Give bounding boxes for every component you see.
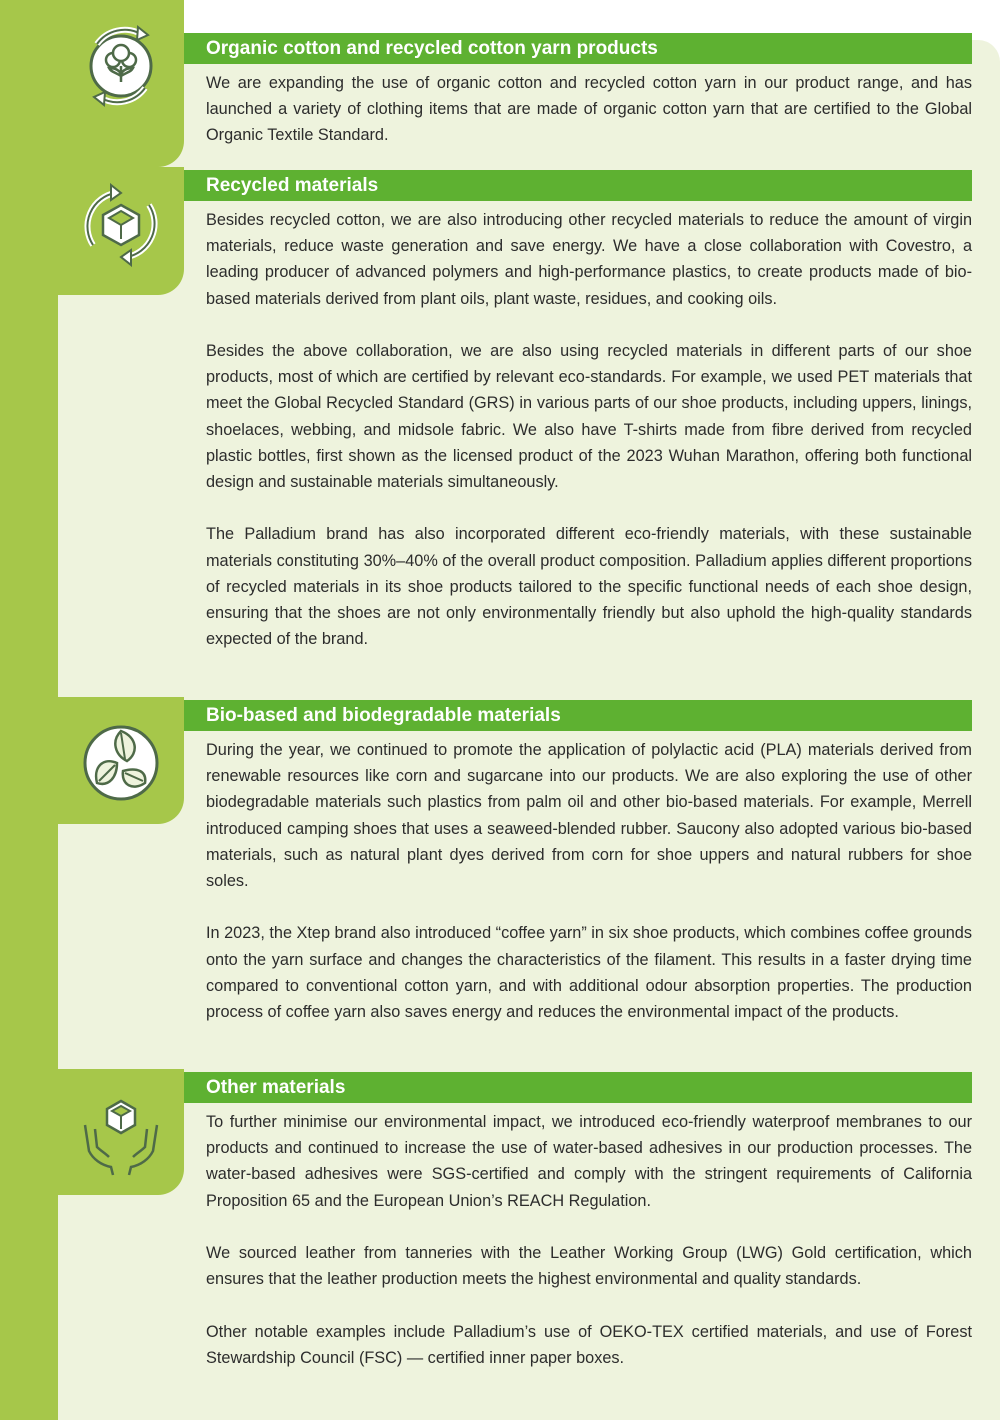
left-accent-bar	[0, 0, 58, 1420]
icon-tab-recycled-materials	[58, 167, 184, 295]
box-recycle-icon	[75, 179, 167, 271]
icon-tab-other-materials	[58, 1069, 184, 1195]
section-body-other-materials	[206, 1109, 972, 1371]
section-body-recycled-materials	[206, 207, 972, 652]
section-title: Bio-based and biodegradable materials	[184, 700, 972, 731]
paragraph: During the year, we continued to promote the application of polylactic acid (PLA) materials derived from renewable resources like corn and sugarcane into our products. We are also exploring the use of other biodegradable materials such plastics from palm oil and other bio-based materials. For example, Merrell introduced camping shoes that uses a seaweed-blended rubber. Saucony also adopted various bio-based materials, such as natural plant dyes derived from corn for shoe uppers and natural rubbers for shoe soles.	[206, 741, 972, 891]
section-title: Other materials	[184, 1072, 972, 1103]
paragraph: To further minimise our environmental impact, we introduced eco-friendly waterproof membranes to our products and continued to increase the use of water-based adhesives in our production processes. The water-based adhesives were SGS-certified and comply with the stringent requirements of California Proposition 65 and the European Union’s REACH Regulation.	[206, 1113, 972, 1210]
section-title: Recycled materials	[184, 170, 972, 201]
paragraph: Besides recycled cotton, we are also introducing other recycled materials to reduce the amount of virgin materials, reduce waste generation and save energy. We have a close collaboration with Covestro, a leading producer of advanced polymers and high-performance plastics, to create products made of bio-based materials derived from plant oils, plant waste, residues, and cooking oils.	[206, 211, 972, 308]
section-body-organic-cotton	[206, 70, 972, 149]
paragraph: We are expanding the use of organic cotton and recycled cotton yarn in our product range, and has launched a variety of clothing items that are made of organic cotton yarn that are certified to the Global Organic Textile Standard.	[206, 74, 972, 145]
section-title: Organic cotton and recycled cotton yarn products	[184, 33, 972, 64]
hands-box-icon	[75, 1089, 167, 1181]
icon-tab-organic-cotton	[58, 0, 184, 167]
paragraph: The Palladium brand has also incorporated different eco-friendly materials, with these sustainable materials constituting 30%–40% of the overall product composition. Palladium applies different proportions of recycled materials in its shoe products tailored to the specific functional needs of each shoe design, ensuring that the shoes are not only environmentally friendly but also uphold the high-quality standards expected of the brand.	[206, 525, 972, 649]
paragraph: Besides the above collaboration, we are also using recycled materials in different parts of our shoe products, most of which are certified by relevant eco-standards. For example, we used PET materials that meet the Global Recycled Standard (GRS) in various parts of our shoe products, including uppers, linings, shoelaces, webbing, and midsole fabric. We also have T-shirts made from fibre derived from recycled plastic bottles, first shown as the licensed product of the 2023 Wuhan Marathon, offering both functional design and sustainable materials simultaneously.	[206, 342, 972, 492]
leaf-cycle-icon	[75, 717, 167, 809]
section-body-bio-based	[206, 737, 972, 1025]
cotton-recycle-icon	[75, 20, 167, 112]
paragraph: We sourced leather from tanneries with the Leather Working Group (LWG) Gold certification, which ensures that the leather production meets the highest environmental and quality standards.	[206, 1244, 972, 1289]
paragraph: Other notable examples include Palladium’s use of OEKO-TEX certified materials, and use of Forest Stewardship Council (FSC) — certified inner paper boxes.	[206, 1322, 972, 1367]
paragraph: In 2023, the Xtep brand also introduced “coffee yarn” in six shoe products, which combines coffee grounds onto the yarn surface and changes the characteristics of the filament. This results in a faster drying time compared to conventional cotton yarn, and with additional odour absorption properties. The production process of coffee yarn also saves energy and reduces the environmental impact of the products.	[206, 924, 972, 1022]
icon-tab-bio-based	[58, 697, 184, 824]
